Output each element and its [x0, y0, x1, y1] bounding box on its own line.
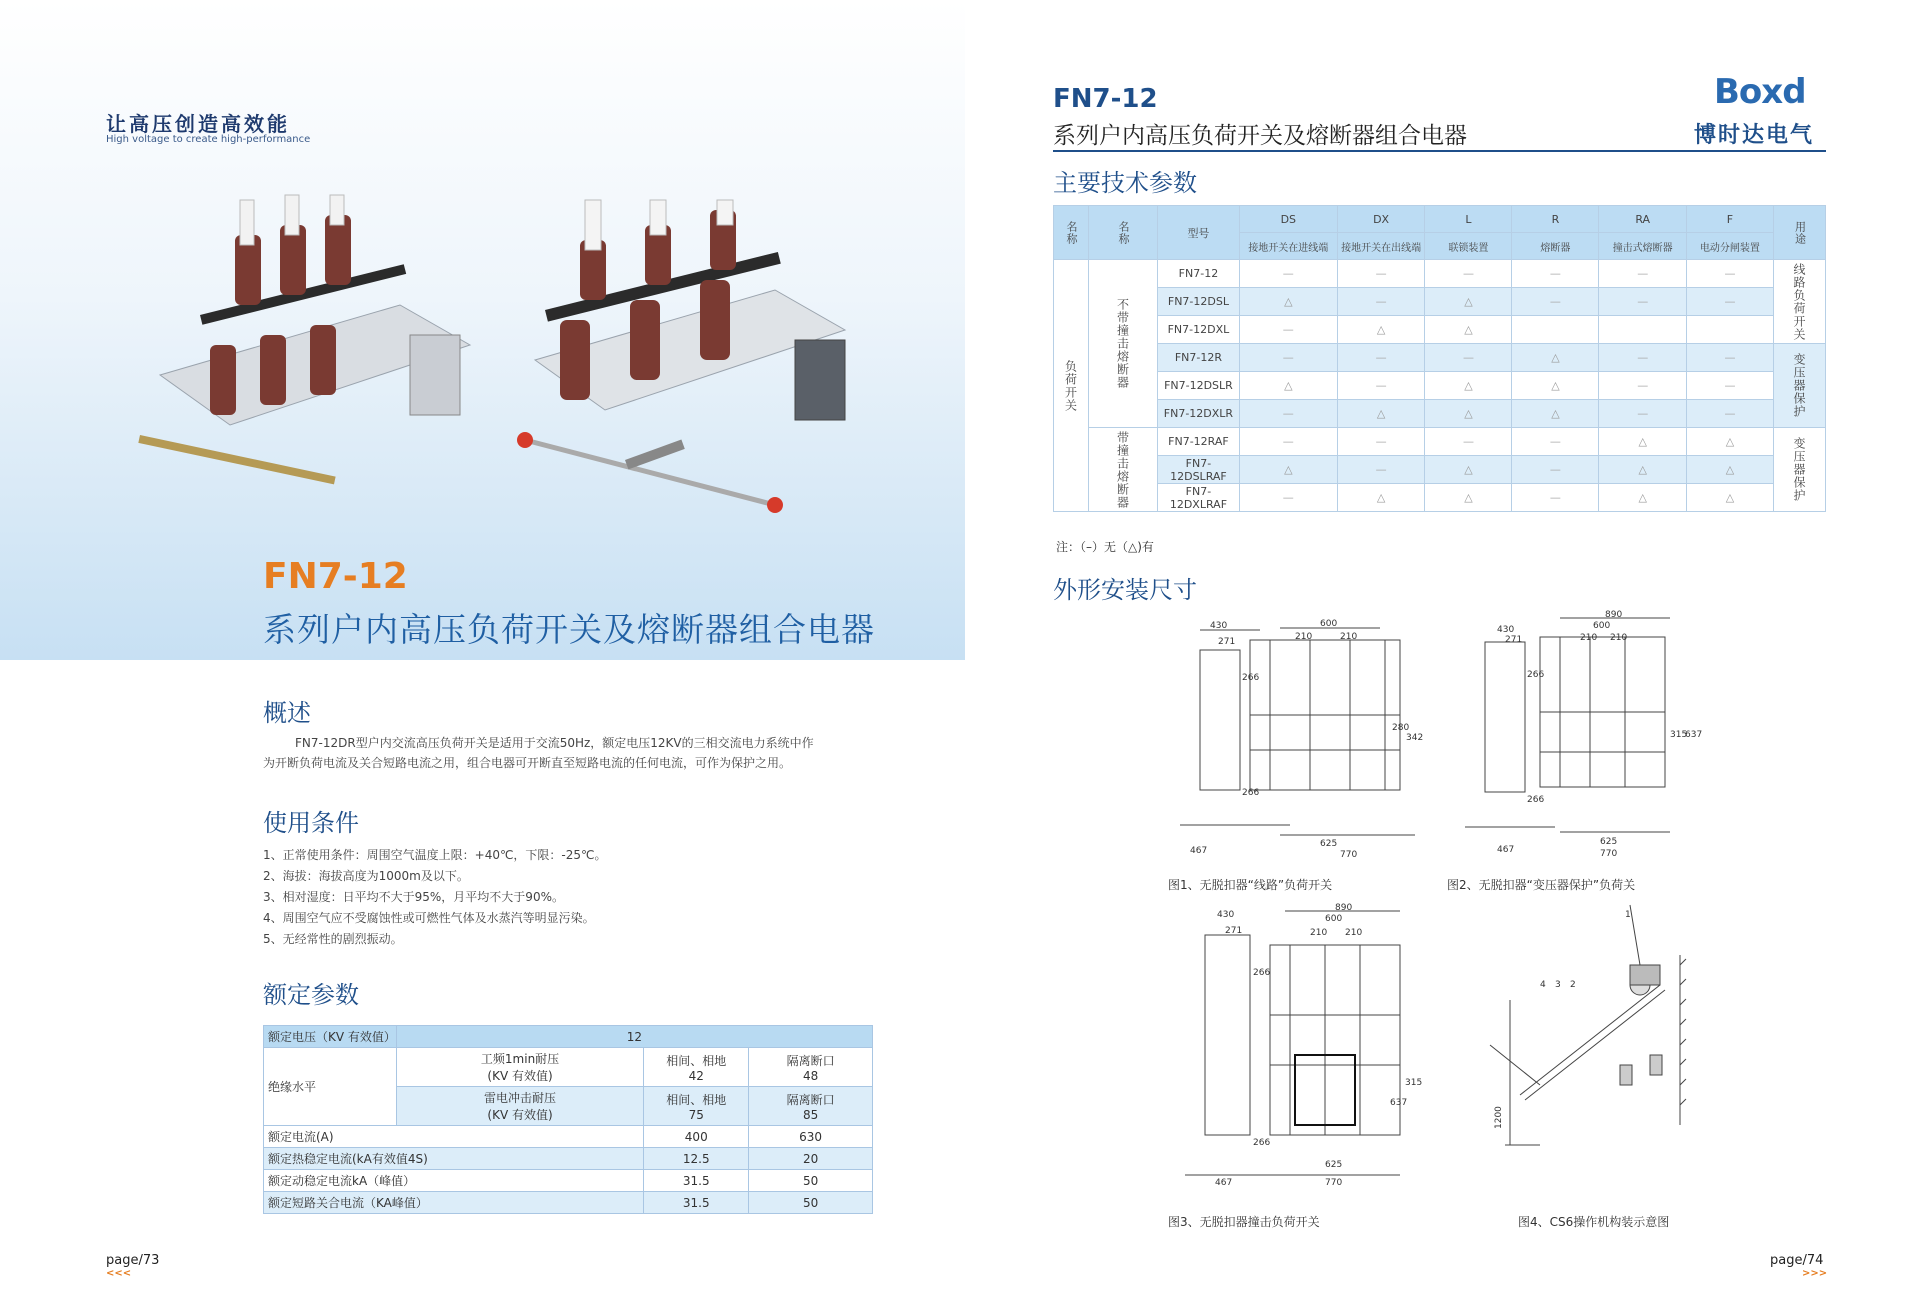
row-value: 20	[749, 1148, 873, 1170]
spec-cell: △	[1239, 372, 1337, 400]
table-row	[1054, 428, 1826, 456]
dim-label: 467	[1497, 845, 1515, 855]
spec-cell: △	[1239, 456, 1337, 484]
use-b-label: 变压器保护	[1773, 344, 1825, 428]
spec-cell: △	[1337, 400, 1425, 428]
lightning-label	[396, 1087, 644, 1126]
dim-label: 770	[1340, 850, 1358, 860]
row-value: 31.5	[644, 1170, 749, 1192]
conditions-list	[263, 845, 883, 950]
spec-cell: △	[1337, 316, 1425, 344]
spec-cell: △	[1425, 456, 1512, 484]
overview-line-2: 为开断负荷电流及关合短路电流之用，组合电器可开断直至短路电流的任何电流，可作为保护之用。	[263, 756, 792, 770]
insulation-label: 绝缘水平	[264, 1048, 397, 1126]
dim-label: 266	[1242, 673, 1260, 683]
spec-cell: —	[1337, 456, 1425, 484]
header-code: F	[1686, 206, 1773, 233]
spec-cell	[1599, 316, 1687, 344]
header-code: L	[1425, 206, 1512, 233]
dim-label: 770	[1325, 1178, 1343, 1188]
table-row	[1054, 484, 1826, 512]
header-feature: 联锁装置	[1425, 233, 1512, 260]
spec-cell: —	[1239, 484, 1337, 512]
row-label: 额定热稳定电流(kA有效值4S)	[264, 1148, 644, 1170]
spec-cell: —	[1239, 344, 1337, 372]
header-code: DX	[1337, 206, 1425, 233]
model-cell: FN7-12	[1158, 260, 1240, 288]
spec-cell: △	[1425, 484, 1512, 512]
header-code: R	[1512, 206, 1599, 233]
spec-cell: —	[1337, 288, 1425, 316]
spec-cell: —	[1337, 428, 1425, 456]
spec-cell: △	[1512, 344, 1599, 372]
spec-cell: —	[1599, 260, 1687, 288]
condition-item: 5、无经常性的剧烈振动。	[263, 932, 403, 946]
hero-model: FN7-12	[263, 556, 408, 597]
use-c-label: 变压器保护	[1773, 428, 1825, 512]
spec-cell: △	[1425, 316, 1512, 344]
spec-table	[1053, 205, 1826, 512]
phase-label: 相间、相地	[666, 1053, 727, 1068]
spec-cell: —	[1425, 260, 1512, 288]
spec-cell: —	[1425, 344, 1512, 372]
spec-cell: —	[1686, 372, 1773, 400]
spec-cell: —	[1686, 344, 1773, 372]
slogan-english: High voltage to create high-performance	[106, 134, 311, 145]
brand-logo: Boxd	[1714, 72, 1806, 112]
table-row	[264, 1148, 873, 1170]
model-cell: FN7-12DSLRAF	[1158, 456, 1240, 484]
dim-label: 266	[1527, 670, 1545, 680]
spec-cell: —	[1239, 428, 1337, 456]
dim-label: 625	[1320, 839, 1338, 849]
spec-table-body	[1054, 260, 1826, 512]
li-iso	[749, 1087, 873, 1126]
spec-cell: —	[1599, 288, 1687, 316]
phase-label: 相间、相地	[666, 1092, 727, 1107]
table-row	[1054, 288, 1826, 316]
figure-3-caption: 图3、无脱扣器撞击负荷开关	[1168, 1215, 1320, 1229]
spec-cell: —	[1512, 484, 1599, 512]
isolation-label: 隔离断口	[786, 1053, 835, 1068]
spec-cell: —	[1686, 288, 1773, 316]
dim-label: 266	[1253, 968, 1271, 978]
spec-cell: △	[1686, 456, 1773, 484]
conditions-heading: 使用条件	[263, 809, 359, 837]
dim-label: 430	[1497, 625, 1515, 635]
spec-cell: △	[1425, 288, 1512, 316]
row-value: 630	[749, 1126, 873, 1148]
title-underline	[1053, 150, 1826, 152]
dim-label: 210	[1340, 632, 1358, 642]
dim-label: 890	[1335, 903, 1353, 913]
row-value: 50	[749, 1170, 873, 1192]
figure-2-drawing	[1465, 612, 1705, 860]
dim-label: 4	[1540, 980, 1546, 990]
overview-line-1: FN7-12DR型户内交流高压负荷开关是适用于交流50Hz，额定电压12KV的三相交流电力系统中作	[295, 736, 814, 750]
power-freq-label	[396, 1048, 644, 1087]
model-cell: FN7-12DXLR	[1158, 400, 1240, 428]
spec-cell: △	[1512, 400, 1599, 428]
model-cell: FN7-12DXLRAF	[1158, 484, 1240, 512]
table-row	[264, 1192, 873, 1214]
model-cell: FN7-12DSL	[1158, 288, 1240, 316]
figure-1-drawing	[1180, 619, 1424, 860]
group-a-label: 不带撞击熔断器	[1089, 260, 1158, 428]
dim-label: 271	[1225, 926, 1243, 936]
header-code: RA	[1599, 206, 1687, 233]
dim-label: 266	[1242, 788, 1260, 798]
use-a-label: 线路负荷开关	[1773, 260, 1825, 344]
figure-2-caption: 图2、无脱扣器“变压器保护”负荷关	[1447, 878, 1636, 892]
spec-cell: △	[1512, 372, 1599, 400]
li-iso-value: 85	[802, 1107, 819, 1122]
header-feature: 接地开关在出线端	[1337, 233, 1425, 260]
header-model: 型号	[1158, 206, 1240, 260]
dim-label: 625	[1325, 1160, 1343, 1170]
condition-item: 2、海拔：海拔高度为1000m及以下。	[263, 869, 469, 883]
spec-cell: △	[1599, 484, 1687, 512]
spec-cell: —	[1239, 260, 1337, 288]
hero-title: 系列户内高压负荷开关及熔断器组合电器	[263, 610, 875, 649]
right-model: FN7-12	[1053, 84, 1158, 114]
dim-label: 210	[1345, 928, 1363, 938]
brand-name: 博时达电气	[1694, 123, 1815, 148]
figure-4-drawing	[1480, 905, 1690, 1165]
spec-cell: —	[1512, 456, 1599, 484]
header-name: 名称	[1089, 206, 1158, 260]
dim-label: 1200	[1494, 1106, 1504, 1129]
voltage-value: 12	[396, 1026, 872, 1048]
page-number-right: page/74	[1770, 1253, 1824, 1268]
pf-phase	[644, 1048, 749, 1087]
spec-heading: 主要技术参数	[1053, 169, 1197, 197]
header-feature: 熔断器	[1512, 233, 1599, 260]
dim-label: 315	[1405, 1078, 1423, 1088]
table-header-row	[1054, 206, 1826, 233]
header-code: DS	[1239, 206, 1337, 233]
spec-cell: —	[1337, 344, 1425, 372]
dim-label: 2	[1570, 980, 1576, 990]
dims-heading: 外形安装尺寸	[1053, 576, 1197, 604]
dim-label: 210	[1310, 928, 1328, 938]
dim-label: 210	[1610, 633, 1628, 643]
table-row	[264, 1048, 873, 1087]
rated-heading: 额定参数	[263, 981, 359, 1009]
model-cell: FN7-12RAF	[1158, 428, 1240, 456]
li-phase	[644, 1087, 749, 1126]
rated-parameters-table	[263, 1025, 873, 1214]
group-outer-label: 负荷开关	[1054, 260, 1089, 512]
spec-cell: —	[1599, 400, 1687, 428]
table-row	[264, 1126, 873, 1148]
dim-label: 210	[1295, 632, 1313, 642]
header-feature: 撞击式熔断器	[1599, 233, 1687, 260]
table-row	[1054, 372, 1826, 400]
spec-cell	[1686, 316, 1773, 344]
spec-cell: —	[1686, 400, 1773, 428]
header-name: 名称	[1054, 206, 1089, 260]
spec-cell: —	[1425, 428, 1512, 456]
voltage-label: 额定电压（KV 有效值）	[264, 1026, 397, 1048]
condition-item: 3、相对湿度：日平均不大于95%，月平均不大于90%。	[263, 890, 564, 904]
dim-label: 266	[1527, 795, 1545, 805]
header-feature: 电动分闸装置	[1686, 233, 1773, 260]
condition-item: 1、正常使用条件：周围空气温度上限：+40℃，下限：-25℃。	[263, 848, 607, 862]
spec-cell: △	[1686, 428, 1773, 456]
slogan: 让高压创造高效能	[106, 112, 290, 136]
model-cell: FN7-12DSLR	[1158, 372, 1240, 400]
spec-cell: △	[1425, 372, 1512, 400]
dim-label: 600	[1320, 619, 1338, 629]
dim-label: 280	[1392, 723, 1410, 733]
spec-cell: —	[1337, 260, 1425, 288]
spec-cell: △	[1599, 428, 1687, 456]
overview-text	[263, 733, 883, 773]
dim-label: 342	[1406, 733, 1424, 743]
spec-cell: △	[1425, 400, 1512, 428]
group-b-label: 带撞击熔断器	[1089, 428, 1158, 512]
dim-label: 271	[1505, 635, 1523, 645]
row-value: 50	[749, 1192, 873, 1214]
dim-label: 315	[1670, 730, 1688, 740]
li-phase-value: 75	[688, 1107, 704, 1122]
spec-cell: △	[1599, 456, 1687, 484]
dim-label: 266	[1253, 1138, 1271, 1148]
table-row	[1054, 344, 1826, 372]
dim-label: 467	[1190, 846, 1208, 856]
spec-cell	[1512, 316, 1599, 344]
dim-label: 271	[1218, 637, 1236, 647]
dim-label: 430	[1217, 910, 1235, 920]
dim-label: 625	[1600, 837, 1618, 847]
spec-cell: △	[1686, 484, 1773, 512]
spec-cell: —	[1599, 344, 1687, 372]
row-label: 额定电流(A)	[264, 1126, 644, 1148]
pf-phase-value: 42	[688, 1068, 704, 1083]
power-freq-label-2: (KV 有效值)	[487, 1069, 553, 1083]
dim-label: 770	[1600, 849, 1618, 859]
header-use: 用途	[1773, 206, 1825, 260]
row-value: 31.5	[644, 1192, 749, 1214]
figure-1-caption: 图1、无脱扣器“线路”负荷开关	[1168, 878, 1333, 892]
pf-iso-value: 48	[802, 1068, 819, 1083]
spec-cell: —	[1239, 316, 1337, 344]
dim-label: 1	[1625, 910, 1631, 920]
product-photo-left	[140, 195, 480, 525]
table-row	[1054, 400, 1826, 428]
dim-label: 210	[1580, 633, 1598, 643]
spec-note: 注：（–）无（△)有	[1056, 540, 1154, 554]
pf-iso	[749, 1048, 873, 1087]
overview-heading: 概述	[263, 699, 311, 727]
table-row	[1054, 456, 1826, 484]
row-label: 额定动稳定电流kA（峰值）	[264, 1170, 644, 1192]
table-row	[1054, 316, 1826, 344]
lightning-label-1: 雷电冲击耐压	[484, 1091, 557, 1105]
lightning-label-2: (KV 有效值)	[487, 1108, 553, 1122]
spec-cell: △	[1239, 288, 1337, 316]
model-cell: FN7-12DXL	[1158, 316, 1240, 344]
table-row	[264, 1026, 873, 1048]
power-freq-label-1: 工频1min耐压	[480, 1052, 560, 1066]
right-title: 系列户内高压负荷开关及熔断器组合电器	[1053, 123, 1467, 149]
condition-item: 4、周围空气应不受腐蚀性或可燃性气体及水蒸汽等明显污染。	[263, 911, 595, 925]
row-label: 额定短路关合电流（KA峰值）	[264, 1192, 644, 1214]
isolation-label: 隔离断口	[786, 1092, 835, 1107]
dim-label: 467	[1215, 1178, 1233, 1188]
dim-label: 430	[1210, 621, 1228, 631]
dim-label: 3	[1555, 980, 1561, 990]
spec-cell: —	[1337, 372, 1425, 400]
product-photo-right	[525, 200, 855, 530]
row-value: 400	[644, 1126, 749, 1148]
spec-cell: —	[1599, 372, 1687, 400]
spec-cell: —	[1512, 428, 1599, 456]
row-value: 12.5	[644, 1148, 749, 1170]
dim-label: 600	[1593, 621, 1611, 631]
spec-cell: —	[1686, 260, 1773, 288]
header-feature: 接地开关在进线端	[1239, 233, 1337, 260]
page-arrow-right: >>>	[1802, 1268, 1828, 1279]
figure-4-caption: 图4、CS6操作机构装示意图	[1518, 1215, 1670, 1229]
hero-banner	[0, 0, 965, 660]
dim-label: 637	[1390, 1098, 1408, 1108]
table-row	[1054, 260, 1826, 288]
spec-cell: —	[1512, 288, 1599, 316]
spec-cell: —	[1512, 260, 1599, 288]
dim-label: 600	[1325, 914, 1343, 924]
spec-cell: —	[1239, 400, 1337, 428]
page-arrow-left: <<<	[106, 1268, 132, 1279]
table-row	[264, 1170, 873, 1192]
spec-cell: △	[1337, 484, 1425, 512]
dim-label: 637	[1685, 730, 1703, 740]
page-number-left: page/73	[106, 1253, 160, 1268]
figure-3-drawing	[1185, 905, 1425, 1190]
dim-label: 890	[1605, 610, 1623, 620]
model-cell: FN7-12R	[1158, 344, 1240, 372]
